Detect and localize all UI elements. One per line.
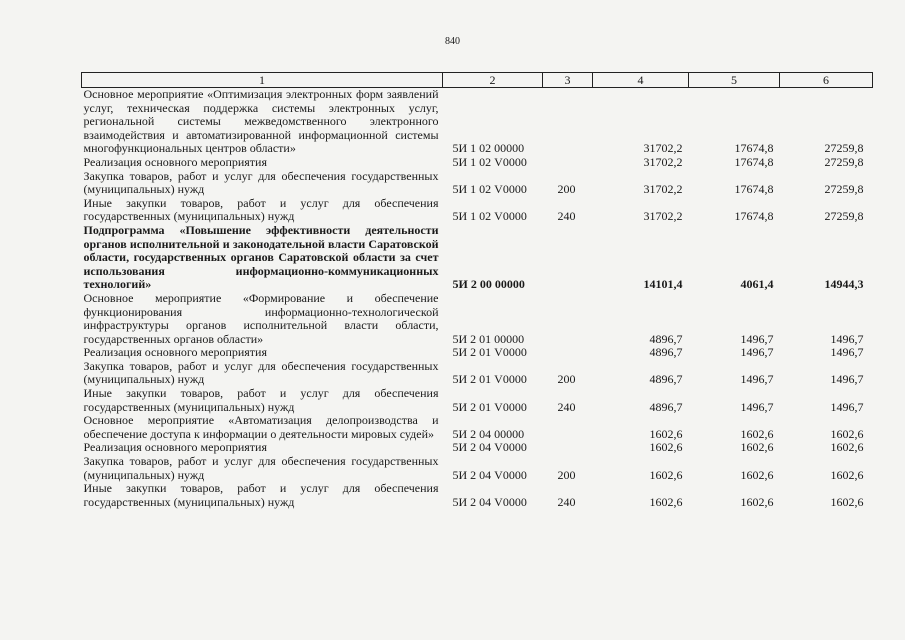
row-type: 240 <box>557 494 576 509</box>
row-value-col4: 1602,6 <box>649 440 683 455</box>
row-type <box>543 414 593 441</box>
row-type <box>543 346 593 360</box>
row-value-col6: 14944,3 <box>824 277 864 292</box>
row-type <box>543 292 593 346</box>
row-value-col5: 4061,4 <box>740 277 774 292</box>
row-name: Реализация основного мероприятия <box>83 154 267 169</box>
row-value-col5: 17674,8 <box>734 141 774 156</box>
table-row <box>82 360 873 387</box>
row-value-col4: 1602,6 <box>649 494 683 509</box>
table-row <box>82 197 873 224</box>
row-value-col4: 4896,7 <box>649 331 683 346</box>
row-type: 200 <box>557 372 576 387</box>
row-value-col6: 1602,6 <box>830 467 864 482</box>
table-row-subprogram <box>82 224 873 292</box>
row-value-col5: 17674,8 <box>734 182 774 197</box>
row-value-col6: 1496,7 <box>830 372 864 387</box>
row-type <box>543 156 593 170</box>
row-type: 240 <box>557 399 576 414</box>
row-value-col4: 31702,2 <box>643 141 683 156</box>
row-type <box>543 88 593 156</box>
row-name: Закупка товаров, работ и услуг для обеспечения государственных (муниципальных) нужд <box>83 454 439 482</box>
row-value-col4: 14101,4 <box>643 277 683 292</box>
table-row <box>82 156 873 170</box>
table-row <box>82 482 873 509</box>
table-row <box>82 88 873 156</box>
row-code: 5И 2 04 V0000 <box>452 467 527 482</box>
header-col-2: 2 <box>443 73 543 88</box>
row-value-col4: 31702,2 <box>643 154 683 169</box>
row-type <box>543 441 593 455</box>
row-name: Реализация основного мероприятия <box>83 440 267 455</box>
row-name: Иные закупки товаров, работ и услуг для обеспечения государственных (муниципальных) нужд <box>83 386 439 414</box>
row-value-col5: 1602,6 <box>740 440 774 455</box>
row-name: Основное мероприятие «Оптимизация электронных форм заявлений услуг, техническая поддержка системы электронных услуг, региональной системы межведомственного электронного взаимодействия и автоматизированной информационной системы многофункциональных центров области» <box>83 87 439 156</box>
row-type: 200 <box>557 182 576 197</box>
row-value-col5: 1602,6 <box>740 467 774 482</box>
row-value-col5: 1602,6 <box>740 494 774 509</box>
header-col-3: 3 <box>543 73 593 88</box>
row-code: 5И 2 04 00000 <box>452 426 525 441</box>
row-value-col6: 27259,8 <box>824 209 864 224</box>
row-value-col6: 1496,7 <box>830 331 864 346</box>
table-row <box>82 414 873 441</box>
header-col-5: 5 <box>689 73 780 88</box>
row-value-col4: 1602,6 <box>649 426 683 441</box>
row-code: 5И 2 00 00000 <box>452 277 525 292</box>
row-name: Закупка товаров, работ и услуг для обеспечения государственных (муниципальных) нужд <box>83 168 439 197</box>
row-code: 5И 2 04 V0000 <box>452 494 527 509</box>
row-name: Основное мероприятие «Формирование и обеспечение функционирования информационно-технологической инфраструктуры органов исполнительной власти области, государственных органов области» <box>83 290 439 346</box>
table-row <box>82 455 873 482</box>
row-value-col4: 4896,7 <box>649 345 683 360</box>
row-type: 200 <box>557 467 576 482</box>
row-value-col6: 27259,8 <box>824 182 864 197</box>
row-code: 5И 1 02 00000 <box>452 141 525 156</box>
header-col-4: 4 <box>593 73 689 88</box>
row-value-col4: 1602,6 <box>649 467 683 482</box>
table-row <box>82 387 873 414</box>
row-code: 5И 2 01 00000 <box>452 331 525 346</box>
row-value-col6: 27259,8 <box>824 141 864 156</box>
table-row <box>82 346 873 360</box>
column-number-header <box>82 73 873 88</box>
row-value-col6: 27259,8 <box>824 154 864 169</box>
header-col-1: 1 <box>82 73 443 88</box>
table-row <box>82 170 873 197</box>
row-name: Основное мероприятие «Автоматизация делопроизводства и обеспечение доступа к информации о деятельности мировых судей» <box>83 413 439 441</box>
row-value-col6: 1602,6 <box>830 440 864 455</box>
page-number: 840 <box>445 36 460 47</box>
row-type: 240 <box>557 209 576 224</box>
row-value-col6: 1496,7 <box>830 345 864 360</box>
row-value-col5: 1496,7 <box>740 372 774 387</box>
row-type <box>543 224 593 292</box>
row-value-col6: 1602,6 <box>830 494 864 509</box>
row-value-col5: 17674,8 <box>734 209 774 224</box>
row-value-col5: 17674,8 <box>734 154 774 169</box>
row-code: 5И 2 01 V0000 <box>452 399 527 414</box>
budget-table <box>81 72 873 509</box>
row-value-col5: 1496,7 <box>740 331 774 346</box>
row-code: 5И 1 02 V0000 <box>452 182 527 197</box>
row-name: Закупка товаров, работ и услуг для обеспечения государственных (муниципальных) нужд <box>83 358 439 387</box>
row-code: 5И 2 01 V0000 <box>452 372 527 387</box>
row-value-col6: 1496,7 <box>830 399 864 414</box>
row-value-col6: 1602,6 <box>830 426 864 441</box>
row-value-col4: 4896,7 <box>649 372 683 387</box>
row-name: Реализация основного мероприятия <box>83 345 267 360</box>
row-code: 5И 2 01 V0000 <box>452 345 527 360</box>
row-value-col4: 31702,2 <box>643 182 683 197</box>
table-row <box>82 292 873 346</box>
row-value-col5: 1496,7 <box>740 399 774 414</box>
row-code: 5И 2 04 V0000 <box>452 440 527 455</box>
header-col-6: 6 <box>780 73 873 88</box>
row-value-col4: 31702,2 <box>643 209 683 224</box>
row-name: Подпрограмма «Повышение эффективности деятельности органов исполнительной и законодательной власти Саратовской области, государственных органов Саратовской области за счет использования информационно-коммуникационных технологий» <box>83 222 439 292</box>
row-value-col5: 1496,7 <box>740 345 774 360</box>
table-row <box>82 441 873 455</box>
row-value-col4: 4896,7 <box>649 399 683 414</box>
row-code: 5И 1 02 V0000 <box>452 154 527 169</box>
row-value-col5: 1602,6 <box>740 426 774 441</box>
row-code: 5И 1 02 V0000 <box>452 209 527 224</box>
row-name: Иные закупки товаров, работ и услуг для обеспечения государственных (муниципальных) нужд <box>83 481 439 509</box>
row-name: Иные закупки товаров, работ и услуг для обеспечения государственных (муниципальных) нужд <box>83 195 439 224</box>
